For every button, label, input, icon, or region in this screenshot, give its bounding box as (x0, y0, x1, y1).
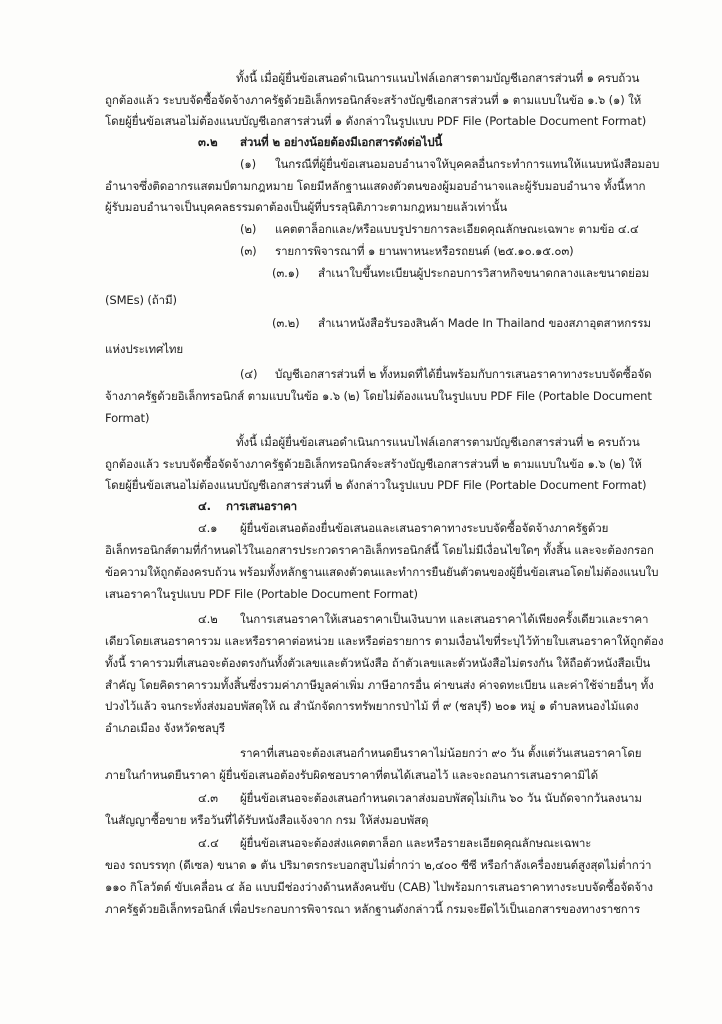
text-line: ทั้งนี้ เมื่อผู้ยื่นข้อเสนอดำเนินการแนบไฟล์เอกสารตามบัญชีเอกสารส่วนที่ ๒ ครบถ้วน (236, 435, 640, 449)
text-line: Format) (105, 411, 150, 425)
item-number: (๓) (240, 244, 257, 258)
item-number: (๓.๑) (272, 266, 300, 280)
item-number: ๔.๓ (198, 791, 218, 805)
item-number: (๓.๒) (272, 316, 300, 330)
text-line: ๑๑๐ กิโลวัตต์ ขับเคลื่อน ๔ ล้อ แบบมีช่องว่างด้านหลังคนขับ (CAB) ไปพร้อมการเสนอราคาทางระบบจัดซื้อจัดจ้าง (105, 880, 653, 894)
text-line: เดียวโดยเสนอราคารวม และหรือราคาต่อหน่วย และหรือต่อรายการ ตามเงื่อนไขที่ระบุไว้ท้ายใบเสนอราคาให้ถูกต้อง (105, 634, 664, 648)
text-line: ภาครัฐด้วยอิเล็กทรอนิกส์ เพื่อประกอบการพิจารณา หลักฐานดังกล่าวนี้ กรมจะยึดไว้เป็นเอกสารของทางราชการ (105, 902, 641, 916)
text-line: ทั้งนี้ ราคารวมที่เสนอจะต้องตรงกันทั้งตัวเลขและตัวหนังสือ ถ้าตัวเลขและตัวหนังสือไม่ตรงกัน ให้ถือตัวหนังสือเป็น (105, 656, 651, 670)
text-line: อำนาจซึ่งติดอากรแสตมป์ตามกฎหมาย โดยมีหลักฐานแสดงตัวตนของผู้มอบอำนาจและผู้รับมอบอำนาจ ทั้งนี้หาก (105, 179, 646, 193)
text-line: จ้างภาครัฐด้วยอิเล็กทรอนิกส์ ตามแบบในข้อ ๑.๖ (๒) โดยไม่ต้องแนบในรูปแบบ PDF File (Portable Document (105, 389, 652, 403)
text-line: ผู้รับมอบอำนาจเป็นบุคคลธรรมดาต้องเป็นผู้ที่บรรลุนิติภาวะตามกฎหมายแล้วเท่านั้น (105, 200, 508, 214)
text-line: ปวงไว้แล้ว จนกระทั่งส่งมอบพัสดุให้ ณ สำนักจัดการทรัพยากรป่าไม้ ที่ ๙ (ชลบุรี) ๒๐๑ หมู่ ๑ ตำบลหนองไม้แดง (105, 699, 639, 713)
item-number: ๔.๑ (198, 521, 218, 535)
text-line: (SMEs) (ถ้ามี) (105, 293, 177, 307)
text-line: ข้อความให้ถูกต้องครบถ้วน พร้อมทั้งหลักฐานแสดงตัวตนและทำการยืนยันตัวตนของผู้ยื่นข้อเสนอโดยไม่ต้องแนบใบ (105, 565, 659, 579)
text-line: ราคาที่เสนอจะต้องเสนอกำหนดยืนราคาไม่น้อยกว่า ๙๐ วัน ตั้งแต่วันเสนอราคาโดย (240, 746, 642, 760)
text-line: สำเนาหนังสือรับรองสินค้า Made In Thailand ของสภาอุตสาหกรรม (318, 316, 651, 330)
text-line: อิเล็กทรอนิกส์ตามที่กำหนดไว้ในเอกสารประกวดราคาอิเล็กทรอนิกส์นี้ โดยไม่มีเงื่อนไขใดๆ ทั้งสิ้น และจะต้องกรอก (105, 543, 654, 557)
text-line: ในสัญญาซื้อขาย หรือวันที่ได้รับหนังสือแจ้งจาก กรม ให้ส่งมอบพัสดุ (105, 813, 429, 827)
text-line: เสนอราคาในรูปแบบ PDF File (Portable Document Format) (105, 587, 418, 601)
item-number: ๔.๒ (198, 612, 218, 626)
text-line: รายการพิจารณาที่ ๑ ยานพาหนะหรือรถยนต์ (๒๕.๑๐.๑๕.๐๓) (275, 244, 574, 258)
item-number: (๔) (240, 367, 258, 381)
section-heading: การเสนอราคา (226, 499, 298, 513)
text-line: ถูกต้องแล้ว ระบบจัดซื้อจัดจ้างภาครัฐด้วยอิเล็กทรอนิกส์จะสร้างบัญชีเอกสารส่วนที่ ๒ ตามแบบในข้อ ๑.๖ (๒) ให้ (105, 457, 642, 471)
item-number: (๒) (240, 222, 257, 236)
text-line: ผู้ยื่นข้อเสนอจะต้องส่งแคตตาล็อก และหรือรายละเอียดคุณลักษณะเฉพาะ (240, 836, 592, 850)
text-line: ผู้ยื่นข้อเสนอต้องยื่นข้อเสนอและเสนอราคาทางระบบจัดซื้อจัดจ้างภาครัฐด้วย (240, 521, 609, 535)
text-line: โดยผู้ยื่นข้อเสนอไม่ต้องแนบบัญชีเอกสารส่วนที่ ๑ ดังกล่าวในรูปแบบ PDF File (Portable Document Format) (105, 114, 647, 128)
text-line: แห่งประเทศไทย (105, 342, 184, 356)
section-number: ๔. (198, 499, 211, 513)
text-line: ภายในกำหนดยืนราคา ผู้ยื่นข้อเสนอต้องรับผิดชอบราคาที่ตนได้เสนอไว้ และจะถอนการเสนอราคามิได้ (105, 768, 599, 782)
text-line: อำเภอเมือง จังหวัดชลบุรี (105, 721, 225, 735)
item-number: ๔.๔ (198, 836, 219, 850)
text-line: บัญชีเอกสารส่วนที่ ๒ ทั้งหมดที่ได้ยื่นพร้อมกับการเสนอราคาทางระบบจัดซื้อจัด (275, 367, 652, 381)
text-line: สำเนาใบขึ้นทะเบียนผู้ประกอบการวิสาหกิจขนาดกลางและขนาดย่อม (318, 266, 650, 280)
text-line: ของ รถบรรทุก (ดีเซล) ขนาด ๑ ตัน ปริมาตรกระบอกสูบไม่ต่ำกว่า ๒,๔๐๐ ซีซี หรือกำลังเครื่องยนต์สูงสุดไม่ต่ำกว่า (105, 858, 652, 872)
text-line: ในกรณีที่ผู้ยื่นข้อเสนอมอบอำนาจให้บุคคลอื่นกระทำการแทนให้แนบหนังสือมอบ (275, 157, 660, 171)
text-line: แคตตาล็อกและ/หรือแบบรูปรายการละเอียดคุณลักษณะเฉพาะ ตามข้อ ๔.๔ (275, 222, 639, 236)
text-line: ทั้งนี้ เมื่อผู้ยื่นข้อเสนอดำเนินการแนบไฟล์เอกสารตามบัญชีเอกสารส่วนที่ ๑ ครบถ้วน (236, 71, 640, 85)
text-line: ในการเสนอราคาให้เสนอราคาเป็นเงินบาท และเสนอราคาได้เพียงครั้งเดียวและราคา (240, 612, 649, 626)
section-heading: ส่วนที่ ๒ อย่างน้อยต้องมีเอกสารดังต่อไปนี้ (240, 135, 443, 149)
text-line: สำคัญ โดยคิดราคารวมทั้งสิ้นซึ่งรวมค่าภาษีมูลค่าเพิ่ม ภาษีอากรอื่น ค่าขนส่ง ค่าจดทะเบียน และค่าใช้จ่ายอื่นๆ ทั้ง (105, 678, 654, 692)
text-line: ผู้ยื่นข้อเสนอจะต้องเสนอกำหนดเวลาส่งมอบพัสดุไม่เกิน ๖๐ วัน นับถัดจากวันลงนาม (240, 791, 642, 805)
text-line: โดยผู้ยื่นข้อเสนอไม่ต้องแนบบัญชีเอกสารส่วนที่ ๒ ดังกล่าวในรูปแบบ PDF File (Portable Document Format) (105, 478, 647, 492)
text-line: ถูกต้องแล้ว ระบบจัดซื้อจัดจ้างภาครัฐด้วยอิเล็กทรอนิกส์จะสร้างบัญชีเอกสารส่วนที่ ๑ ตามแบบในข้อ ๑.๖ (๑) ให้ (105, 93, 642, 107)
section-number: ๓.๒ (198, 135, 218, 149)
item-number: (๑) (240, 157, 256, 171)
